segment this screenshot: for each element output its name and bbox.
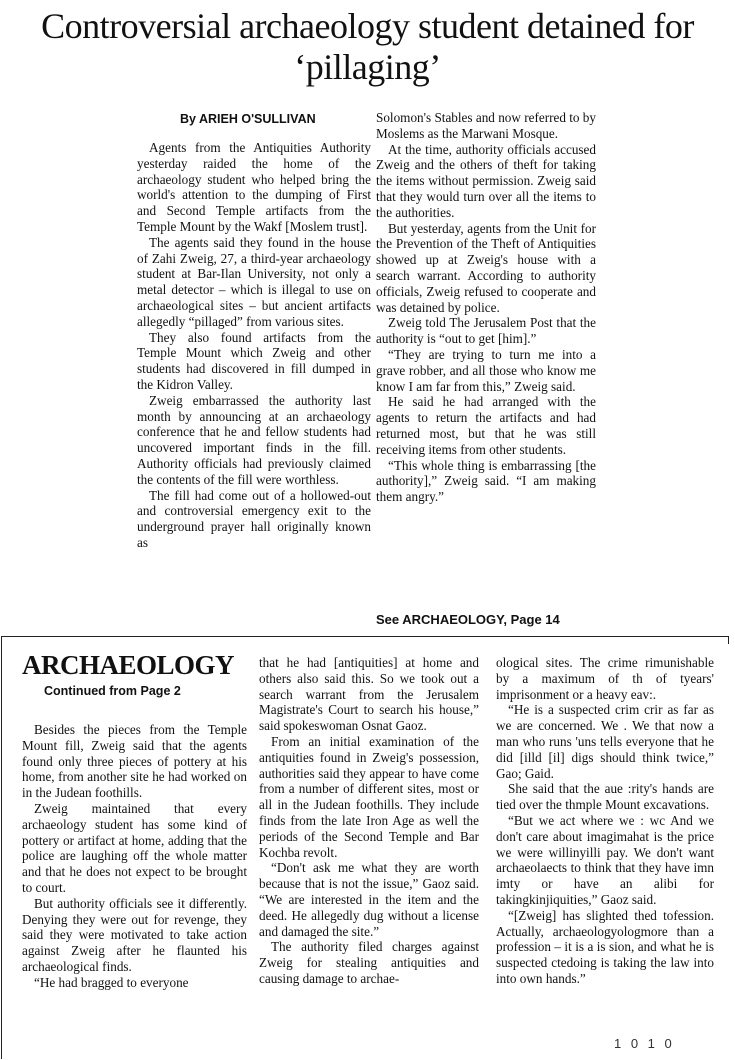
paragraph: “But we act where we : wc And we don't care about imagimahat is the price we were willinyilli pay. We don't want archaeolaects to think that they have imn imty or have an alibi for takingkinjiquities,” Gaoz said. [496,812,714,907]
paragraph: ological sites. The crime rimunishable by a maximum of th of tyears' imprisonment or a heavy eav:. [496,655,714,702]
paragraph: At the time, authority officials accused Zweig and the others of theft for taking the items without permission. Zweig said that they would turn over all the items to the authorities. [376,141,596,220]
paragraph: Zweig maintained that every archaeology student has some kind of pottery or artifact at home, adding that the police are laughing off the whole matter and that he does not expect to be brought to court. [22,800,247,895]
paragraph: But authority officials see it differently. Denying they were out for revenge, they said they were motivated to take action against Zweig after he flaunted his archaeological finds. [22,895,247,974]
paragraph: Agents from the Antiquities Authority yesterday raided the home of the archaeology student who helped bring the world's attention to the dumping of First and Second Temple artifacts from the Temple Mount by the Wakf [Moslem trust]. [137,140,371,234]
continuation-column-3 [496,655,714,987]
paragraph: He said he had arranged with the agents to return the artifacts and had returned most, but that he was still receiving items from other students. [376,394,596,457]
paragraph: “This whole thing is embarrassing [the authority],” Zweig said. “I am making them angry.” [376,457,596,505]
paragraph: Besides the pieces from the Temple Mount fill, Zweig said that the agents found only three pieces of pottery at his home, from another site he had worked on in the Judean foothills. [22,722,247,801]
paragraph: “He is a suspected crim crir as far as we are concerned. We . We that now a man who runs 'uns tells everyone that he did [illd [il] digs should think twice,” Gao; Gaid. [496,702,714,781]
continuation-column-2 [259,655,479,987]
continuation-column-1 [22,722,247,991]
paragraph: The fill had come out of a hollowed-out and controversial emergency exit to the underground prayer hall originally known as [137,487,371,550]
continuation-title: ARCHAEOLOGY [22,650,235,680]
paragraph: Solomon's Stables and now referred to by Moslems as the Marwani Mosque. [376,110,596,141]
paragraph: Zweig told The Jerusalem Post that the authority is “out to get [him].” [376,315,596,347]
paragraph: that he had [antiquities] at home and others also said this. So we took out a search warrant from the Jerusalem Magistrate's Court to search his house,” said spokeswoman Osnat Gaoz. [259,655,479,734]
paragraph: From an initial examination of the antiquities found in Zweig's possession, authorities said they appear to have come from a number of different sites, most or all in the Judean foothills. They include finds from the late Iron Age as well the periods of the Second Temple and Bar Kochba revolt. [259,733,479,860]
paragraph: The authority filed charges against Zweig for stealing antiquities and causing damage to archae- [259,939,479,986]
page-folio-marks: 1 0 1 0 [614,1036,675,1051]
paragraph: “Don't ask me what they are worth because that is not the issue,” Gaoz said. “We are interested in the item and the deed. He allegedly dug without a license and damaged the site.” [259,860,479,939]
continuation-subtitle: Continued from Page 2 [44,684,181,698]
paragraph: “They are trying to turn me into a grave robber, and all those who know me know I am far from this,” Zweig said. [376,346,596,394]
paragraph: Zweig embarrassed the authority last month by announcing at an archaeology conference that he and fellow students had uncovered important finds in the fill. Authority officials had previously claimed the contents of the fill were worthless. [137,392,371,487]
continuation-frame-edge [728,636,729,644]
paragraph: “[Zweig] has slighted thed tofession. Actually, archaeologyologmore than a profession – it is a is sion, and what he is suspected ctedoing is taking the law into into own hands.” [496,907,714,986]
headline: Controversial archaeology student detained for ‘pillaging’ [41,6,694,87]
paragraph: The agents said they found in the house of Zahi Zweig, 27, a third-year archaeology student at Bar-Ilan University, not only a metal detector – which is illegal to use on archaeological sites – but ancient artifacts allegedly “pillaged” from various sites. [137,234,371,329]
jump-line: See ARCHAEOLOGY, Page 14 [376,612,560,627]
article-column-2 [376,110,596,505]
paragraph: They also found artifacts from the Temple Mount which Zweig and other students had discovered in fill dumped in the Kidron Valley. [137,329,371,392]
article-column-1 [137,140,371,551]
byline: By ARIEH O'SULLIVAN [180,112,316,126]
paragraph: But yesterday, agents from the Unit for the Prevention of the Theft of Antiquities showed up at Zweig's house with a search warrant. According to authority officials, Zweig refused to cooperate and was detained by police. [376,220,596,315]
paragraph: She said that the aue :rity's hands are tied over the thmple Mount excavations. [496,781,714,813]
paragraph: “He had bragged to everyone [34,974,189,990]
